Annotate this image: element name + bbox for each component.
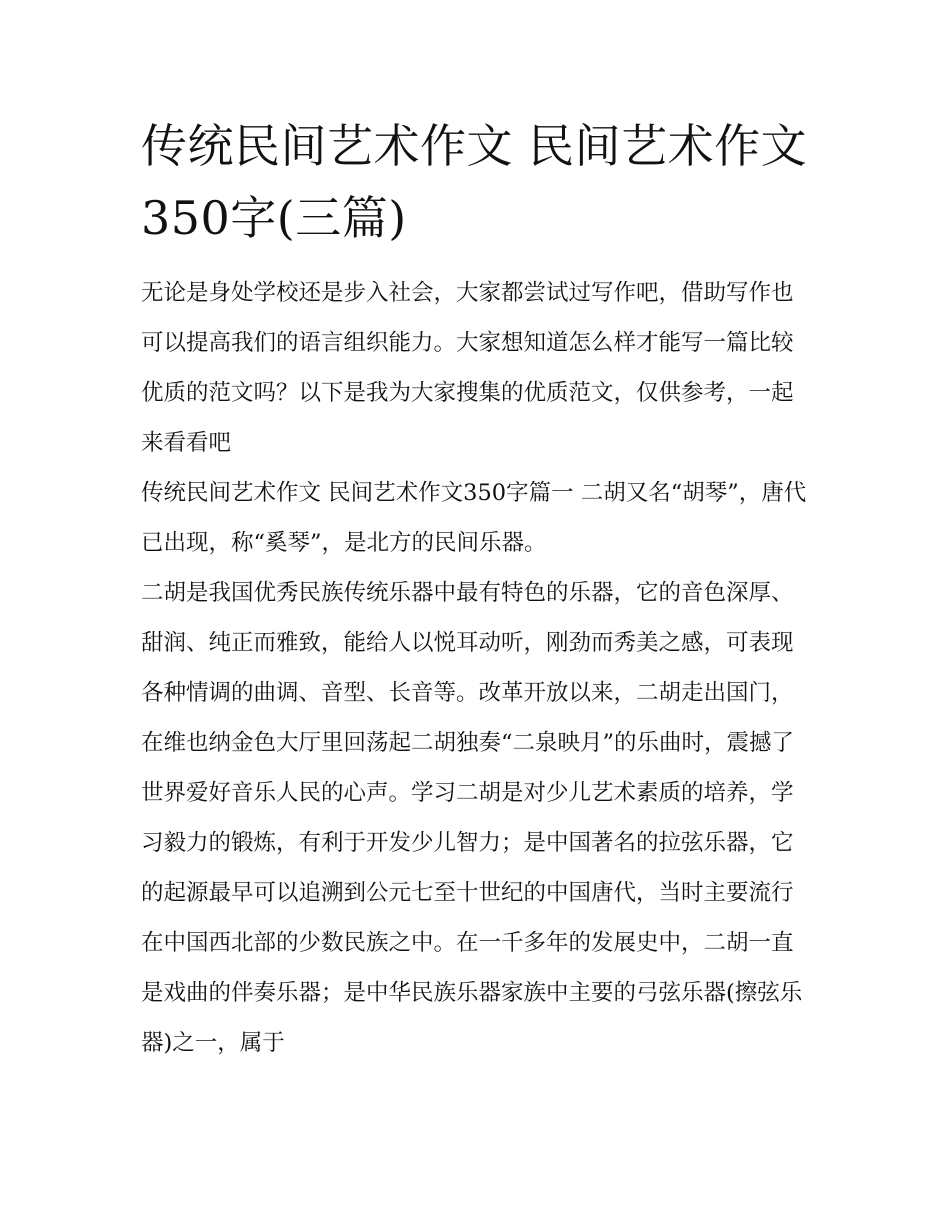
- paragraph-section-one-heading: 传统民间艺术作文 民间艺术作文350字篇一 二胡又名“胡琴”，唐代已出现，称“奚琴”，是北方的民间乐器。: [141, 480, 807, 556]
- paragraph-intro: 无论是身处学校还是步入社会，大家都尝试过写作吧，借助写作也可以提高我们的语言组织能力。大家想知道怎么样才能写一篇比较优质的范文吗？以下是我为大家搜集的优质范文，仅供参考，一起来看看吧: [141, 280, 794, 456]
- paragraph-erhu-description: 二胡是我国优秀民族传统乐器中最有特色的乐器，它的音色深厚、甜润、纯正而雅致，能给人以悦耳动听，刚劲而秀美之感，可表现各种情调的曲调、音型、长音等。改革开放以来，二胡走出国门，在维也纳金色大厅里回荡起二胡独奏“二泉映月”的乐曲时，震撼了世界爱好音乐人民的心声。学习二胡是对少儿艺术素质的培养，学习毅力的锻炼，有利于开发少儿智力；是中国著名的拉弦乐器，它的起源最早可以追溯到公元七至十世纪的中国唐代，当时主要流行在中国西北部的少数民族之中。在一千多年的发展史中，二胡一直是戏曲的伴奏乐器；是中华民族乐器家族中主要的弓弦乐器(擦弦乐器)之一，属于: [141, 580, 803, 1056]
- document-title: 传统民间艺术作文 民间艺术作文350字(三篇): [141, 119, 808, 245]
- document-body: [141, 268, 813, 1068]
- document-page: [141, 110, 813, 1068]
